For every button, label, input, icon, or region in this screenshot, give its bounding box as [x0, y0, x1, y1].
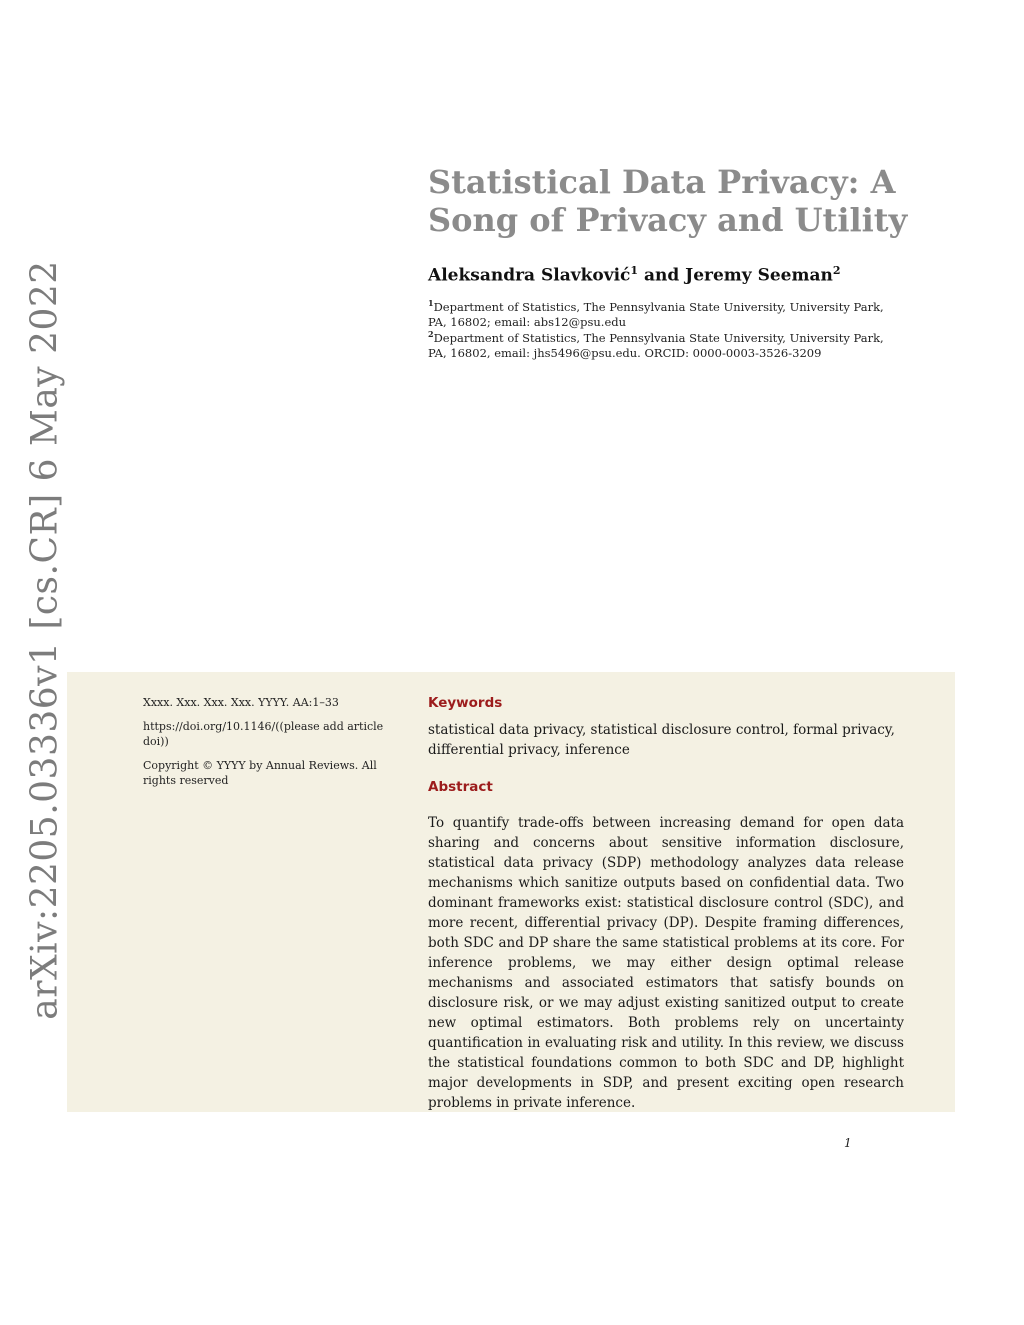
- journal-copyright: Copyright © YYYY by Annual Reviews. All rights reserved: [143, 759, 377, 787]
- affiliation-2: [428, 327, 898, 361]
- affiliation-1-text: Department of Statistics, The Pennsylvania State University, University Park, PA, 16802; email: abs12@psu.edu: [428, 299, 884, 329]
- journal-citation: Xxxx. Xxx. Xxx. Xxx. YYYY. AA:1–33: [143, 696, 339, 709]
- affiliation-1: [428, 296, 898, 330]
- affiliation-2-marker: 2: [428, 329, 434, 339]
- journal-doi[interactable]: https://doi.org/10.1146/((please add article doi)): [143, 720, 384, 748]
- title-line-2: Song of Privacy and Utility: [428, 201, 908, 239]
- arxiv-side-stamp: arXiv:2205.03336v1 [cs.CR] 6 May 2022: [24, 260, 66, 1020]
- author-connector: and: [638, 265, 686, 286]
- abstract-heading: Abstract: [428, 779, 493, 795]
- keywords-text: statistical data privacy, statistical disclosure control, formal privacy, differential privacy, inference: [428, 722, 895, 758]
- affiliation-1-marker: 1: [428, 298, 434, 308]
- title-line-1: Statistical Data Privacy: A: [428, 163, 896, 201]
- keywords-heading: Keywords: [428, 695, 503, 711]
- page-number: 1: [844, 1136, 852, 1150]
- journal-info: [143, 695, 393, 797]
- paper-title: [428, 163, 928, 239]
- author-2-name: Jeremy Seeman: [685, 265, 833, 286]
- author-1-superscript: 1: [630, 264, 639, 277]
- author-list: [428, 264, 841, 286]
- abstract-text: To quantify trade-offs between increasing demand for open data sharing and concerns about sensitive information disclosure, statistical data privacy (SDP) methodology analyzes data release mechanisms which sanitize outputs based on confidential data. Two dominant frameworks exist: statistical disclosure control (SDC), and more recent, differential privacy (DP). Despite framing differences, both SDC and DP share the same statistical problems at its core. For inference problems, we may either design optimal release mechanisms and associated estimators that satisfy bounds on disclosure risk, or we may adjust existing sanitized output to create new optimal estimators. Both problems rely on uncertainty quantification in evaluating risk and utility. In this review, we discuss the statistical foundations common to both SDC and DP, highlight major developments in SDP, and present exciting open research problems in private inference.: [428, 815, 904, 1111]
- author-2-superscript: 2: [832, 264, 841, 277]
- affiliation-2-text: Department of Statistics, The Pennsylvania State University, University Park, PA, 16802, email: jhs5496@psu.edu. ORCID: 0000-0003-3526-3209: [428, 330, 884, 360]
- author-1-name: Aleksandra Slavković: [428, 265, 631, 286]
